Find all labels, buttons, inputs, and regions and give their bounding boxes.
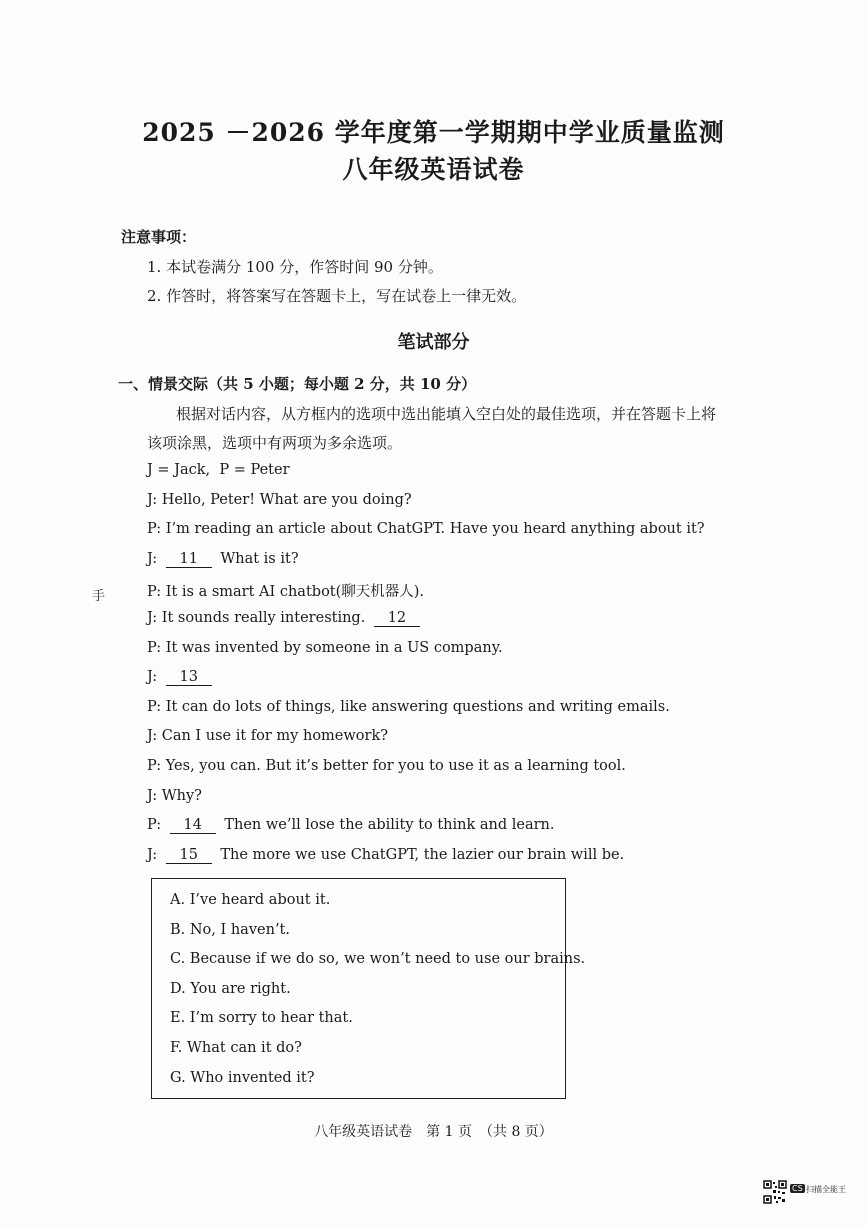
dialogue-line <box>147 817 555 834</box>
dialogue-line <box>147 610 424 627</box>
part1-instruction-line2: 该项涂黑，选项中有两项为多余选项。 <box>147 434 403 452</box>
option-item: C. Because if we do so, we won’t need to use our brains. <box>170 951 586 968</box>
dialogue-line <box>147 551 299 568</box>
qr-code-icon <box>763 1180 787 1204</box>
margin-mark: 手 <box>92 589 106 604</box>
dialogue-line <box>147 521 705 537</box>
dialogue-text: P: Yes, you can. But it’s better for you to use it as a learning tool. <box>147 758 626 774</box>
dialogue-line <box>147 669 216 686</box>
dialogue-text: P: <box>147 817 166 834</box>
dialogue-line <box>147 580 424 601</box>
dialogue-text: P: I’m reading an article about ChatGPT. Have you heard anything about it? <box>147 521 705 538</box>
dialogue-text: J: Why? <box>147 787 202 804</box>
dialogue-text: P: It was invented by someone in a US company. <box>147 639 503 656</box>
dialogue-text: J: <box>147 669 162 686</box>
dialogue-line <box>147 462 290 478</box>
option-item: D. You are right. <box>170 980 291 997</box>
option-item: E. I’m sorry to hear that. <box>170 1010 353 1027</box>
dialogue-line <box>147 699 670 715</box>
dialogue-line <box>147 728 388 744</box>
answer-blank-11: 11 <box>166 552 212 568</box>
scanner-name: 扫描全能王 <box>806 1185 846 1194</box>
dialogue-text: J: It sounds really interesting. <box>147 610 370 626</box>
option-item: F. What can it do? <box>170 1040 302 1056</box>
dialogue-text: Then we’ll lose the ability to think and learn. <box>219 817 555 834</box>
part1-heading: 一、情景交际（共 5 小题；每小题 2 分，共 10 分） <box>118 375 477 393</box>
dialogue-text: J: <box>147 550 162 567</box>
answer-blank-13: 13 <box>166 670 212 686</box>
option-item: A. I’ve heard about it. <box>170 892 331 908</box>
notice-heading: 注意事项： <box>121 228 197 246</box>
part1-instruction-line1: 根据对话内容，从方框内的选项中选出能填入空白处的最佳选项，并在答题卡上将 <box>176 405 717 423</box>
answer-blank-15: 15 <box>166 848 212 864</box>
option-item: B. No, I haven’t. <box>170 921 290 938</box>
exam-title: 2025 －2026 学年度第一学期期中学业质量监测 <box>142 118 725 147</box>
dialogue-line <box>147 847 624 864</box>
exam-subtitle: 八年级英语试卷 <box>342 155 525 184</box>
option-item: G. Who invented it? <box>170 1069 315 1086</box>
dialogue-text: P: It can do lots of things, like answering questions and writing emails. <box>147 698 670 715</box>
dialogue-line <box>147 758 626 774</box>
scanner-badge: CS <box>792 1184 803 1193</box>
dialogue-text: J: Can I use it for my homework? <box>147 728 389 745</box>
dialogue-text: What is it? <box>215 550 299 567</box>
dialogue-text: J = Jack, P = Peter <box>147 462 290 478</box>
dialogue-line <box>147 788 202 804</box>
dialogue-text: The more we use ChatGPT, the lazier our brain will be. <box>215 846 625 863</box>
notice-item-2: 2. 作答时，将答案写在答题卡上，写在试卷上一律无效。 <box>147 287 527 305</box>
dialogue-text: J: <box>147 846 162 863</box>
section-title: 笔试部分 <box>397 332 470 353</box>
answer-blank-12: 12 <box>374 611 420 627</box>
answer-blank-14: 14 <box>170 818 216 834</box>
page-footer: 八年级英语试卷 第 1 页 （共 8 页） <box>314 1124 553 1140</box>
dialogue-text: P: It is a smart AI chatbot(聊天机器人). <box>147 584 425 601</box>
dialogue-line <box>147 640 503 656</box>
notice-item-1: 1. 本试卷满分 100 分，作答时间 90 分钟。 <box>147 258 443 276</box>
dialogue-text: J: Hello, Peter! What are you doing? <box>147 491 412 508</box>
dialogue-line <box>147 492 412 508</box>
